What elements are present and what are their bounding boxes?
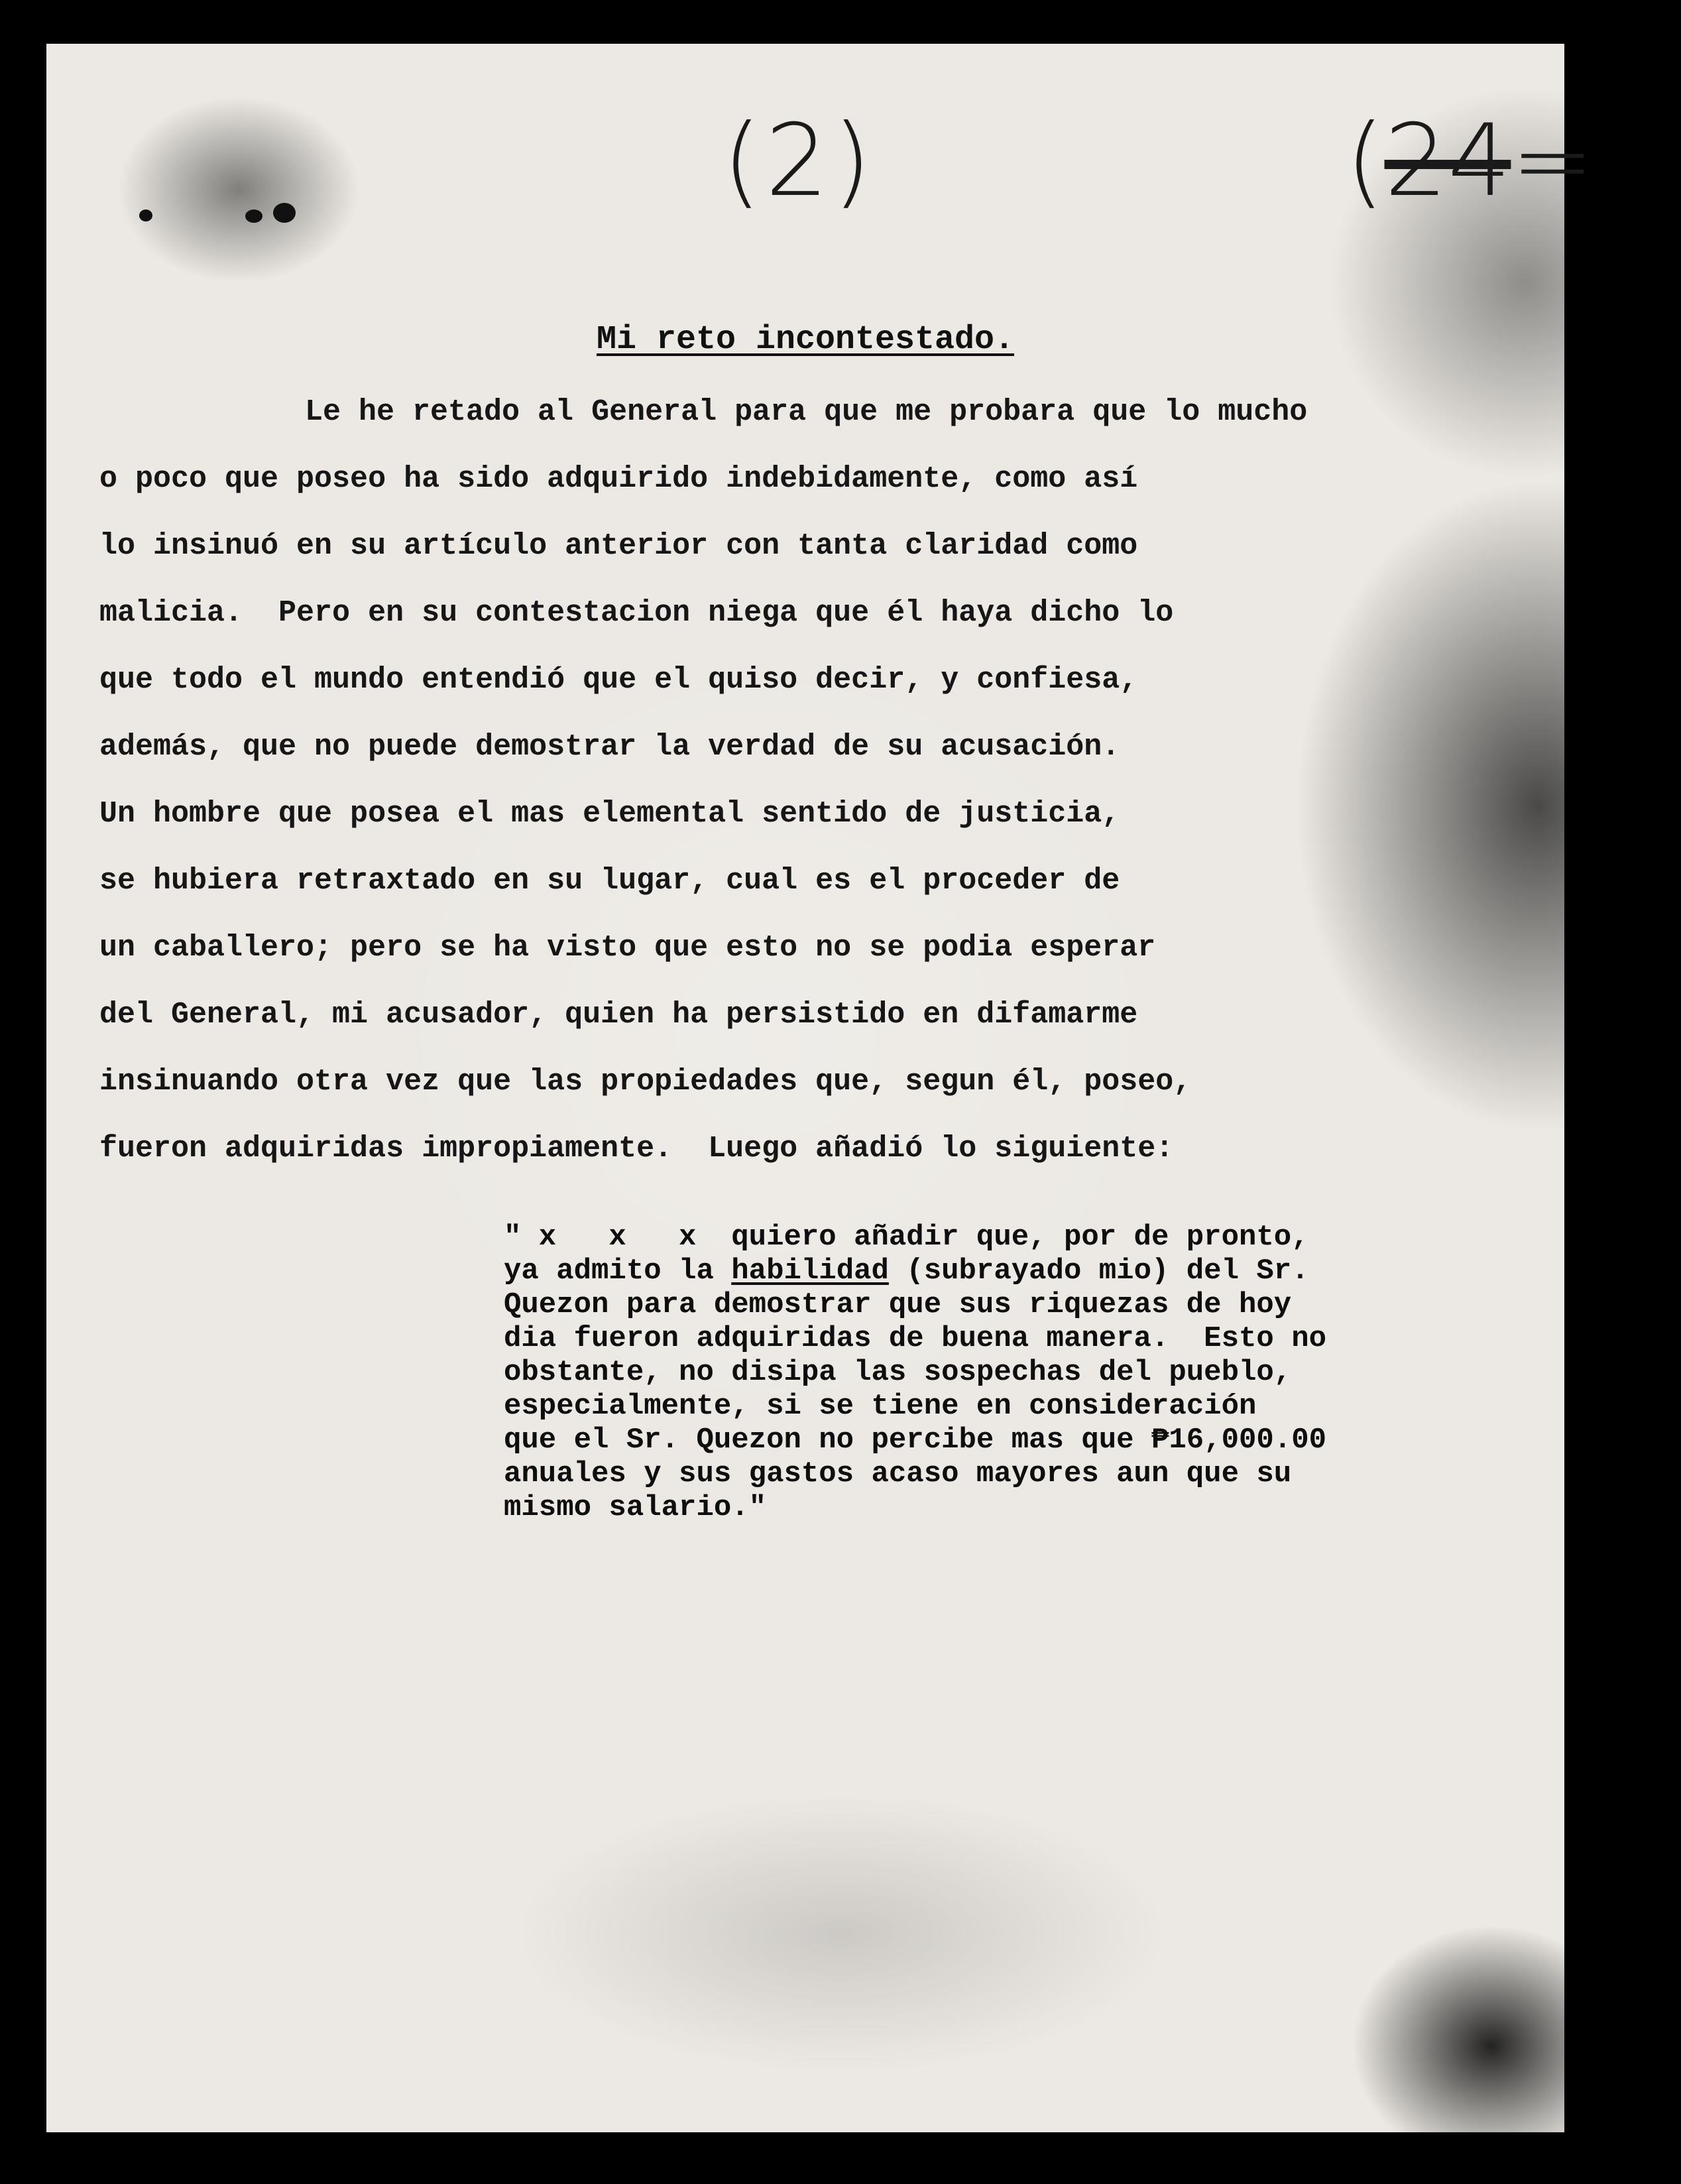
text-line: se hubiera retraxtado en su lugar, cual es el proceder de — [99, 864, 1120, 898]
text-line: un caballero; pero se ha visto que esto no se podia esperar — [99, 931, 1156, 965]
quote-line: mismo salario." — [504, 1491, 767, 1524]
text-line: malicia. Pero en su contestacion niega que él haya dicho lo — [99, 596, 1174, 630]
mark-open-paren: ( — [1346, 103, 1385, 219]
text-line: Le he retado al General para que me probara que lo mucho — [305, 395, 1308, 429]
quote-line: obstante, no disipa las sospechas del pueblo, — [504, 1356, 1292, 1389]
ink-blot — [273, 203, 296, 223]
quote-line: " x x x quiero añadir que, por de pronto, — [504, 1221, 1309, 1254]
text-line: que todo el mundo entendió que el quiso decir, y confiesa, — [99, 663, 1138, 697]
text-line: insinuando otra vez que las propiedades que, segun él, poseo, — [99, 1065, 1192, 1099]
text-line: del General, mi acusador, quien ha persistido en difamarme — [99, 998, 1138, 1032]
quote-line: anuales y sus gastos acaso mayores aun que su — [504, 1457, 1292, 1490]
text-line: Un hombre que posea el mas elemental sentido de justicia, — [99, 797, 1120, 831]
document-title: Mi reto incontestado. — [596, 321, 1015, 359]
text-line: o poco que poseo ha sido adquirido indebidamente, como así — [99, 462, 1138, 496]
text-line: además, que no puede demostrar la verdad de su acusación. — [99, 730, 1120, 764]
quote-line: Quezon para demostrar que sus riquezas de hoy — [504, 1288, 1292, 1321]
body-paragraph — [99, 379, 1584, 1182]
text-line: lo insinuó en su artículo anterior con tanta claridad como — [99, 529, 1138, 563]
page-number-mark: (2) — [723, 103, 876, 219]
quote-line: que el Sr. Quezon no percibe mas que ₱16,000.00 — [504, 1424, 1327, 1457]
quote-line: especialmente, si se tiene en consideración — [504, 1390, 1257, 1423]
ink-blot — [245, 210, 262, 223]
document-page — [46, 44, 1595, 2132]
text-line: fueron adquiridas impropiamente. Luego añadió lo siguiente: — [99, 1132, 1174, 1166]
quote-line-pre: ya admito la — [504, 1254, 732, 1288]
mark-struck-number: 24 — [1384, 103, 1511, 219]
quote-line-post: (subrayado mio) del Sr. — [888, 1254, 1309, 1288]
block-quote — [504, 1221, 1551, 1525]
struck-page-number-mark — [1346, 103, 1594, 219]
quote-line: dia fueron adquiridas de buena manera. Esto no — [504, 1322, 1327, 1355]
quote-underlined-word: habilidad — [731, 1254, 889, 1288]
ink-blot — [139, 210, 152, 221]
mark-equals: = — [1511, 103, 1595, 219]
